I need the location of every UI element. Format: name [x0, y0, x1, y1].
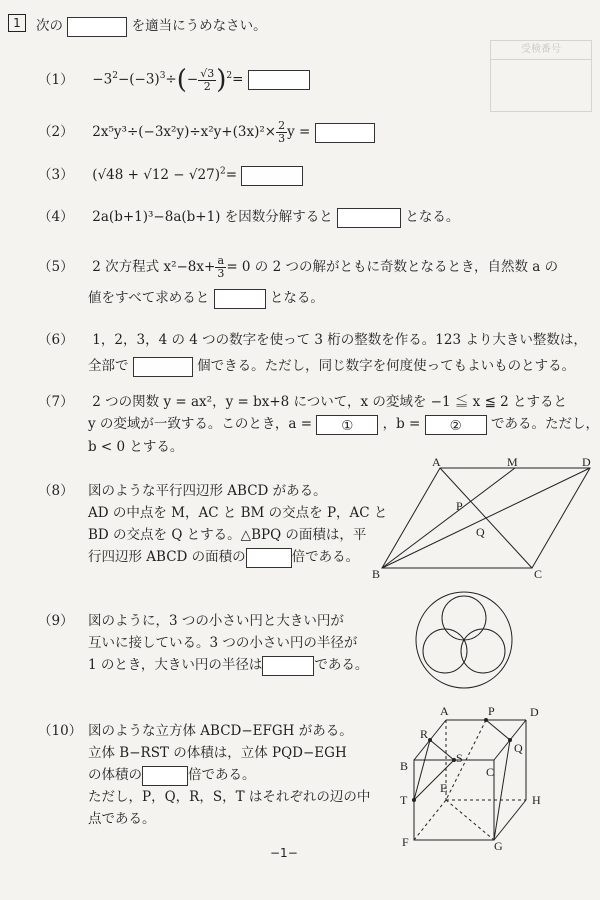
problem-7-number: （7） [38, 394, 74, 410]
answer-blank-8 [246, 548, 292, 568]
small-circle-top [442, 596, 486, 640]
p1-term1: −3 [92, 71, 113, 88]
p6-line2b: 個できる。ただし，同じ数字を何度使ってもよいものとする。 [197, 358, 576, 374]
answer-blank-3 [241, 166, 303, 186]
p9-line3b: である。 [314, 657, 369, 673]
p10-line2: 立体 B−RST の体積は，立体 PQD−EGH [88, 745, 347, 761]
label-Q: Q [476, 525, 485, 539]
p2-fraction: $\frac{2}{3}$ [278, 119, 286, 145]
problem-9 [38, 610, 368, 676]
p3-eq: = [225, 167, 238, 183]
label-A: A [432, 458, 441, 469]
p10-line3a: の体積の [88, 767, 142, 783]
problem-5-number: （5） [38, 259, 74, 275]
cube-label-D: D [530, 705, 539, 719]
p8-line3: BD の交点を Q とする。△BPQ の面積は，平 [88, 527, 367, 543]
answer-blank-7-2: ② [425, 415, 487, 435]
answer-blank-2 [315, 123, 375, 143]
p1-sign: − [186, 71, 199, 88]
p3-expression: (√48 + √12 − √27) [92, 167, 220, 183]
problem-3-number: （3） [38, 167, 74, 183]
answer-blank-10 [142, 766, 188, 786]
cube-label-C: C [486, 765, 495, 779]
instruction-prefix: 次の [36, 18, 63, 34]
p10-line4: ただし，P，Q，R，S，T はそれぞれの辺の中 [88, 789, 371, 805]
p1-op2: ÷ [165, 71, 177, 88]
cube-label-G: G [494, 839, 503, 850]
p4-text: 2a(b+1)³−8a(b+1) を因数分解すると [92, 209, 333, 225]
exam-number-label: 受検番号 [491, 41, 591, 60]
p1-exp2: 3 [159, 71, 166, 81]
p9-line2: 互いに接している。3 つの小さい円の半径が [88, 635, 358, 651]
p5-line1a: 2 次方程式 x²−8x+ [92, 259, 216, 275]
page-number: −1− [270, 846, 298, 860]
p9-line1: 図のように，3 つの小さい円と大きい円が [88, 613, 344, 629]
p8-line2: AD の中点を M，AC と BM の交点を P，AC と [88, 505, 388, 521]
p4-tail: となる。 [405, 209, 460, 225]
p7-line2b: ，b = [382, 416, 421, 432]
p5-line2b: となる。 [269, 290, 324, 306]
problem-9-number: （9） [38, 613, 74, 629]
cube-label-P: P [488, 704, 495, 718]
small-circle-left [423, 629, 467, 673]
cube-label-Q: Q [514, 741, 523, 755]
problem-3 [38, 163, 303, 186]
problem-10 [38, 720, 370, 830]
cube-label-E: E [440, 781, 448, 795]
instruction [36, 14, 267, 37]
problem-8-number: （8） [38, 483, 74, 499]
p10-line3b: 倍である。 [188, 767, 256, 783]
p3-exp: 2 [219, 166, 226, 177]
problem-2 [38, 120, 375, 145]
p10-line5: 点である。 [88, 811, 156, 827]
answer-blank-6 [133, 357, 193, 377]
p6-line2a: 全部で [88, 358, 129, 374]
label-M: M [507, 458, 518, 469]
cube-label-H: H [532, 793, 541, 807]
answer-blank-4 [337, 208, 401, 228]
p8-line1: 図のような平行四辺形 ABCD がある。 [88, 483, 327, 499]
problem-10-number: （10） [38, 723, 83, 739]
p7-line2a: y の変域が一致する。このとき，a = [88, 416, 313, 432]
p9-line3a: 1 のとき，大きい円の半径は [88, 657, 263, 673]
problem-4-number: （4） [38, 209, 74, 225]
p1-op1: −(−3) [117, 71, 160, 88]
p8-line4b: 倍である。 [291, 549, 360, 565]
cube-label-F: F [402, 835, 409, 849]
cube-label-R: R [420, 727, 429, 741]
problem-5 [38, 255, 558, 309]
cube-label-B: B [400, 759, 409, 773]
answer-blank-7-1: ① [316, 415, 378, 435]
cube-label-A: A [440, 704, 449, 718]
instruction-blank [67, 17, 127, 37]
question-number-box: 1 [8, 14, 26, 32]
p5-line1b: = 0 の 2 つの解がともに奇数となるとき，自然数 a の [226, 259, 559, 275]
problem-4 [38, 205, 459, 228]
exam-number-box [490, 40, 592, 112]
problem-8 [38, 480, 387, 568]
p7-line3: b < 0 とする。 [88, 438, 184, 455]
answer-blank-9 [262, 656, 314, 676]
p2-expression: 2x⁵y³÷(−3x²y)÷x²y+(3x)²× [92, 124, 277, 140]
p2-tail: y = [287, 124, 311, 140]
problem-6 [38, 330, 587, 377]
cube-figure [396, 700, 556, 850]
problem-1: $(1) -3^2-(-3)^3\div(-$ $\frac{√3}{2}$ )$^2$= [38, 65, 310, 95]
answer-blank-1 [248, 70, 310, 90]
answer-blank-5 [214, 289, 266, 309]
p5-line2a: 値をすべて求めると [88, 290, 210, 306]
p1-fraction: $\frac{√3}{2}$ [200, 66, 215, 93]
p5-fraction: $\frac{a}{3}$ [217, 254, 225, 280]
cube-label-T: T [400, 793, 408, 807]
p1-exp3: 2 [226, 71, 233, 81]
p1-eq: = [232, 71, 244, 88]
p6-line1: 1，2，3，4 の 4 つの数字を使って 3 桁の整数を作る。123 より大きい整数は， [92, 332, 587, 348]
p7-line1: 2 つの関数 y = ax²，y = bx+8 について，x の変域を −1 ≦ x ≦ 2 とすると [92, 394, 568, 410]
circles-figure [414, 590, 514, 690]
label-D: D [582, 458, 591, 469]
p7-line2c: である。ただし， [490, 416, 599, 432]
instruction-suffix: を適当にうめなさい。 [131, 18, 267, 34]
problem-7 [38, 392, 599, 457]
problem-6-number: （6） [38, 332, 74, 348]
label-P: P [456, 499, 463, 513]
problem-1-number: （1） [38, 71, 74, 88]
parallelogram-figure [372, 458, 594, 582]
label-B: B [372, 567, 381, 581]
label-C: C [534, 567, 543, 581]
p8-line4a: 行四辺形 ABCD の面積の [88, 549, 246, 565]
small-circle-right [461, 629, 505, 673]
cube-label-S: S [456, 751, 463, 765]
p1-exp1: 2 [112, 71, 118, 81]
problem-2-number: （2） [38, 124, 74, 140]
p10-line1: 図のような立方体 ABCD−EFGH がある。 [88, 723, 353, 739]
